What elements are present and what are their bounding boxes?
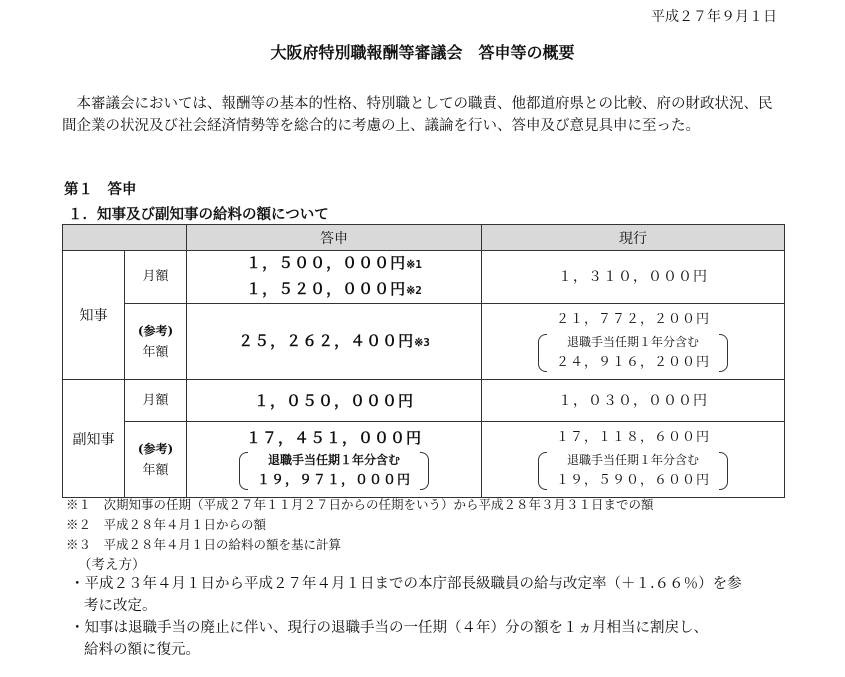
header-genko: 現行 bbox=[482, 225, 785, 251]
kangae-label: （考え方） bbox=[78, 557, 146, 573]
footnote-mark: ※2 bbox=[406, 284, 422, 297]
fukuchiji-getsugaku-toshin: １，０５０，０００円 bbox=[187, 380, 482, 422]
list-item: ・知事は退職手当の廃止に伴い、現行の退職手当の一任期（４年）分の額を１ヵ月相当に割戻し、 給料の額に復元。 bbox=[70, 620, 708, 658]
bracket-note: 退職手当任期１年分含む １９，９７１，０００円 bbox=[239, 450, 429, 492]
footnote: ※３ 平成２８年４月１日の給料の額を基に計算 bbox=[66, 537, 342, 552]
salary-table bbox=[62, 224, 785, 498]
section-heading: 第１ 答申 bbox=[64, 181, 137, 198]
header-toshin: 答申 bbox=[187, 225, 482, 251]
footnote: ※１ 次期知事の任期（平成２７年１１月２７日からの任期をいう）から平成２８年３月３１日までの額 bbox=[66, 497, 654, 512]
table-row bbox=[63, 422, 785, 498]
header-blank-cell bbox=[63, 225, 187, 251]
document-date: 平成２７年９月１日 bbox=[651, 9, 777, 25]
footnote-mark: ※3 bbox=[414, 335, 430, 349]
sub-label-getsugaku: 月額 bbox=[125, 380, 187, 422]
footnote-mark: ※1 bbox=[406, 258, 422, 271]
sub-label-nengaku: (参考) 年額 bbox=[125, 304, 187, 380]
document-title: 大阪府特別職報酬等審議会 答申等の概要 bbox=[270, 43, 575, 62]
chiji-nengaku-toshin: ２５，２６２，４００円※3 bbox=[187, 304, 482, 380]
fukuchiji-nengaku-genko: １７，１１８，６００円 退職手当任期１年分含む １９，５９０，６００円 bbox=[482, 422, 785, 498]
bracket-note: 退職手当任期１年分含む １９，５９０，６００円 bbox=[538, 450, 728, 492]
table-row bbox=[63, 251, 785, 304]
fukuchiji-nengaku-toshin: １７，４５１，０００円 退職手当任期１年分含む １９，９７１，０００円 bbox=[187, 422, 482, 498]
row-label-chiji: 知事 bbox=[63, 251, 125, 380]
list-item: ・平成２３年４月１日から平成２７年４月１日までの本庁部長級職員の給与改定率（＋１.６６％）を参 考に改定。 bbox=[70, 576, 742, 614]
subsection-heading: １．知事及び副知事の給料の額について bbox=[68, 206, 329, 223]
sub-label-getsugaku: 月額 bbox=[125, 251, 187, 304]
footnote: ※２ 平成２８年４月１日からの額 bbox=[66, 517, 267, 532]
table-row bbox=[63, 304, 785, 380]
footnotes bbox=[66, 495, 654, 555]
sub-label-nengaku: (参考) 年額 bbox=[125, 422, 187, 498]
fukuchiji-getsugaku-genko: １，０３０，０００円 bbox=[482, 380, 785, 422]
chiji-nengaku-genko: ２１，７７２，２００円 退職手当任期１年分含む ２４，９１６，２００円 bbox=[482, 304, 785, 380]
table-row bbox=[63, 380, 785, 422]
chiji-getsugaku-toshin: １，５００，０００円※1 １，５２０，０００円※2 bbox=[187, 251, 482, 304]
row-label-fukuchiji: 副知事 bbox=[63, 380, 125, 498]
intro-paragraph: 本審議会においては、報酬等の基本的性格、特別職としての職責、他都道府県との比較、府の財政状況、民間企業の状況及び社会経済情勢等を総合的に考慮の上、議論を行い、答申及び意見具申に至った。 bbox=[62, 96, 773, 134]
table-header-row bbox=[63, 225, 785, 251]
chiji-getsugaku-genko: １，３１０，０００円 bbox=[482, 251, 785, 304]
bracket-note: 退職手当任期１年分含む ２４，９１６，２００円 bbox=[538, 332, 728, 374]
